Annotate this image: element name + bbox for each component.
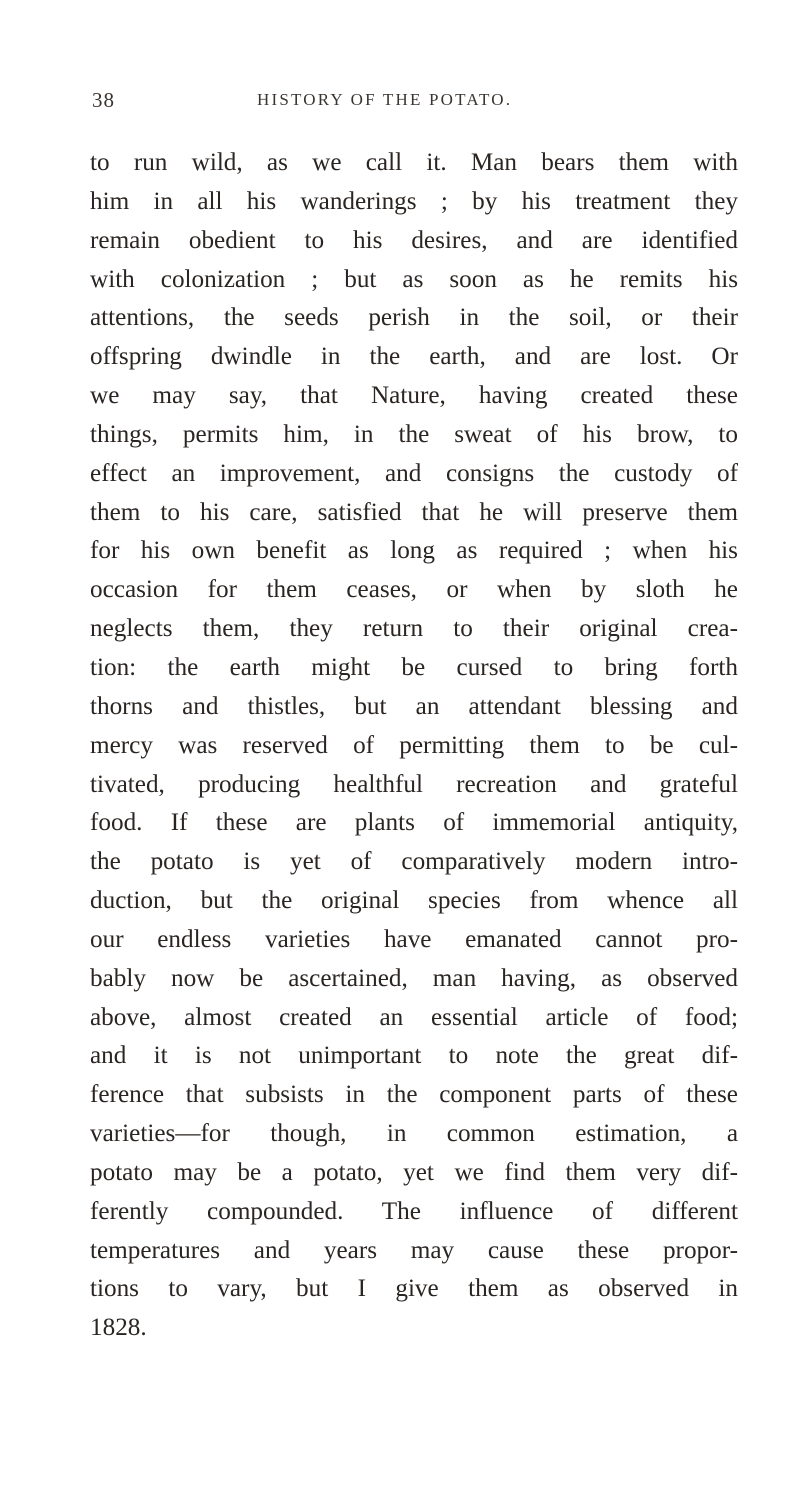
text-line: effect an improvement, and consigns the custody of bbox=[90, 459, 738, 487]
text-line: tions to vary, but I give them as observed in bbox=[90, 1275, 738, 1303]
text-line: and it is not unimportant to note the great dif- bbox=[90, 1042, 738, 1070]
text-line: potato may be a potato, yet we find them very dif- bbox=[90, 1158, 738, 1186]
text-line: them to his care, satisfied that he will preserve them bbox=[90, 498, 738, 526]
text-line: things, permits him, in the sweat of his brow, to bbox=[90, 420, 738, 448]
text-line: our endless varieties have emanated cannot pro- bbox=[90, 925, 738, 953]
text-line: attentions, the seeds perish in the soil, or their bbox=[90, 304, 738, 332]
text-line: ferently compounded. The influence of different bbox=[90, 1197, 738, 1225]
text-line: temperatures and years may cause these propor- bbox=[90, 1236, 738, 1264]
text-line: food. If these are plants of immemorial antiquity, bbox=[90, 809, 738, 837]
text-line: 1828. bbox=[90, 1314, 147, 1342]
text-line: the potato is yet of comparatively modern intro- bbox=[90, 848, 738, 876]
text-line: occasion for them ceases, or when by sloth he bbox=[90, 576, 738, 604]
text-line: duction, but the original species from whence all bbox=[90, 887, 738, 915]
text-line: tivated, producing healthful recreation and grateful bbox=[90, 770, 738, 798]
text-line: tion: the earth might be cursed to bring forth bbox=[90, 653, 738, 681]
text-line: remain obedient to his desires, and are identified bbox=[90, 226, 738, 254]
text-line: thorns and thistles, but an attendant blessing and bbox=[90, 692, 738, 720]
text-line: to run wild, as we call it. Man bears them with bbox=[90, 149, 738, 176]
running-title: HISTORY OF THE POTATO. bbox=[257, 90, 513, 109]
text-line: him in all his wanderings ; by his treatment they bbox=[90, 187, 738, 215]
text-line: mercy was reserved of permitting them to be cul- bbox=[90, 731, 738, 759]
text-line: above, almost created an essential article of food; bbox=[90, 1003, 738, 1031]
page-number: 38 bbox=[92, 88, 115, 112]
text-line: ference that subsists in the component parts of these bbox=[90, 1081, 738, 1109]
text-line: neglects them, they return to their original crea- bbox=[90, 615, 738, 643]
running-head bbox=[92, 88, 722, 118]
text-line: we may say, that Nature, having created these bbox=[90, 382, 738, 410]
text-line: offspring dwindle in the earth, and are lost. Or bbox=[90, 343, 738, 371]
text-line: with colonization ; but as soon as he remits his bbox=[90, 265, 738, 293]
text-line: for his own benefit as long as required ; when his bbox=[90, 537, 738, 565]
text-line: varieties—for though, in common estimation, a bbox=[90, 1120, 738, 1148]
body-paragraph bbox=[90, 144, 738, 1348]
text-line: bably now be ascertained, man having, as observed bbox=[90, 964, 738, 992]
